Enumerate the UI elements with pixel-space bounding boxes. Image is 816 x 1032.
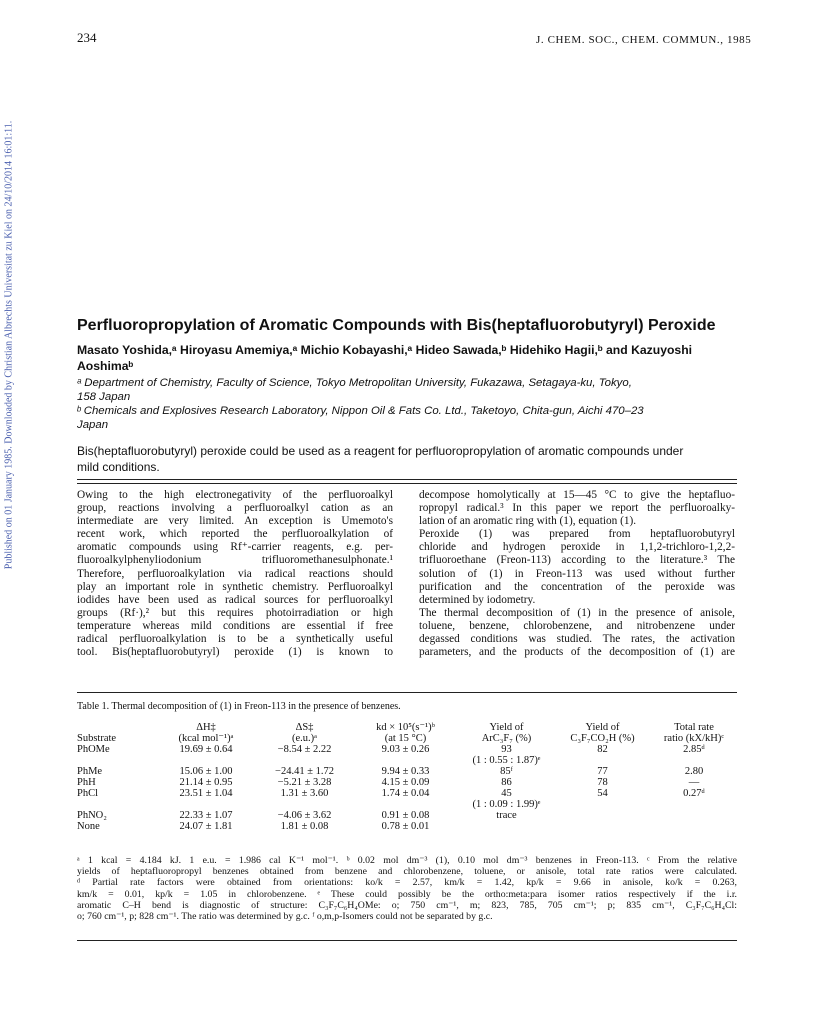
table-cell: Total rate (674, 722, 714, 733)
body-line: lation of an aromatic ring with (1), equation (1). (419, 515, 637, 528)
table-cell: kd × 10⁵(s⁻¹)ᵇ (376, 722, 435, 733)
table-cell: ratio (kX/kH)ᶜ (663, 733, 725, 744)
affiliation-b (77, 404, 737, 432)
table-caption: Table 1. Thermal decomposition of (1) in Freon-113 in the presence of benzenes. (77, 701, 401, 712)
affiliation-line: ᵃ Department of Chemistry, Faculty of Science, Tokyo Metropolitan University, Fukazawa, Setagaya-ku, Tokyo, (77, 377, 632, 389)
table-cell: Substrate (77, 733, 117, 744)
table-cell (155, 799, 257, 810)
table-row (77, 777, 737, 788)
table-cell (459, 821, 554, 832)
body-line: purification and the concentration of the peroxide was (419, 580, 735, 593)
body-column-right (419, 489, 735, 659)
page-bottom-rule (77, 940, 737, 941)
table-row (77, 821, 737, 832)
table-cell (77, 755, 155, 766)
table-cell: 1.81 ± 0.08 (280, 821, 329, 832)
table-cell: −8.54 ± 2.22 (277, 744, 332, 755)
body-line: degassed conditions was studied. The rates, the activation (419, 633, 735, 646)
table-top-rule (77, 692, 737, 693)
table-cell: C₃F₇CO₂H (%) (570, 733, 635, 744)
table-cell: 9.03 ± 0.26 (381, 744, 430, 755)
body-line: decompose homolytically at 15—45 °C to give the heptafluo- (419, 489, 735, 501)
table-cell: — (688, 777, 700, 788)
table-cell: 45 (501, 788, 512, 799)
table-cell: Yield of (489, 722, 524, 733)
table-cell (651, 821, 737, 832)
table-cell: 4.15 ± 0.09 (381, 777, 430, 788)
table-cell: 82 (597, 744, 608, 755)
table-row (77, 788, 737, 799)
body-line: group, reactions involving a perfluoroalkyl cation as an (77, 502, 393, 515)
table-cell (352, 755, 459, 766)
table-cell (352, 799, 459, 810)
table-cell: (e.u.)ᵃ (291, 733, 318, 744)
author-list (77, 343, 737, 374)
table-cell: 23.51 ± 1.04 (179, 788, 233, 799)
data-table (77, 722, 737, 832)
table-cell (651, 810, 737, 821)
table-cell: 93 (501, 744, 512, 755)
footnote-line: yields of heptafluoropropyl benzenes obtained from benzene and chlorobenzene, toluene, or anisole, total rate ratios were calculated. (77, 866, 737, 878)
table-body (77, 722, 737, 832)
table-cell: PhH (77, 777, 96, 788)
footnote-line: ᵈ Partial rate factors were obtained from orientations: ko/k = 2.57, km/k = 1.42, kp/k = 9.66 in anisole, ko/k = 0.263, (77, 877, 737, 889)
table-cell: 21.14 ± 0.95 (179, 777, 233, 788)
table-cell: −24.41 ± 1.72 (275, 766, 334, 777)
body-line: determined by iodometry. (419, 593, 536, 606)
table-cell: 85ᶠ (500, 766, 513, 777)
affiliation-line: 158 Japan (77, 391, 131, 403)
body-line: aromatic compounds using Rf⁺-carrier reagents, e.g. per- (77, 541, 393, 554)
table-cell: PhMe (77, 766, 103, 777)
table-cell: 54 (597, 788, 608, 799)
body-line: radical perfluoroalkylation is to be a synthetically useful (77, 633, 393, 646)
table-cell: 9.94 ± 0.33 (381, 766, 430, 777)
body-line: toluene, benzene, chlorobenzene, and nitrobenzene under (419, 619, 735, 632)
download-notice-text: Published on 01 January 1985. Downloaded by Christian Albrechts Universitat zu Kiel on 24/10/2014 16:01:11. (3, 120, 15, 570)
page-number: 234 (77, 30, 97, 45)
body-column-left (77, 489, 393, 659)
table-cell: (kcal mol⁻¹)ᵃ (178, 733, 234, 744)
body-line: intermediate are very limited. An exception is Umemoto's (77, 515, 393, 528)
table-cell (554, 755, 651, 766)
body-line: groups (Rf·),² but this requires photoirradiation or high (77, 606, 393, 619)
table-header-row (77, 733, 737, 744)
table-cell (155, 755, 257, 766)
table-row (77, 755, 737, 766)
download-notice-sidebar (2, 40, 16, 650)
table-cell: 2.80 (684, 766, 704, 777)
footnote-line: o; 760 cm⁻¹, p; 828 cm⁻¹. The ratio was determined by g.c. ᶠ o,m,p-Isomers could not be separated by g.c. (77, 910, 493, 922)
body-line: tool. Bis(heptafluorobutyryl) peroxide (1) is known to (77, 646, 393, 659)
footnote-line: ᵃ 1 kcal = 4.184 kJ. 1 e.u. = 1.986 cal K⁻¹ mol⁻¹. ᵇ 0.02 mol dm⁻³ (1), 0.10 mol dm⁻³ benzenes in Freon-113. ᶜ From the relative (77, 855, 737, 866)
footnote-line: aromatic C–H bend is diagnostic of structure: C₃F₇C₆H₄OMe: o; 750 cm⁻¹, m; 823, 785, 705 cm⁻¹; p; 835 cm⁻¹, C₃F₇C₆H₄Cl: (77, 899, 737, 911)
table-cell: −5.21 ± 3.28 (277, 777, 332, 788)
table-cell (651, 799, 737, 810)
body-line: temperature whereas mild conditions are essential if free (77, 619, 393, 632)
table-cell: (1 : 0.55 : 1.87)ᵉ (472, 755, 541, 766)
table-cell: (1 : 0.09 : 1.99)ᵉ (472, 799, 541, 810)
table-row (77, 799, 737, 810)
table-cell (257, 799, 352, 810)
table-cell: 19.69 ± 0.64 (179, 744, 233, 755)
table-cell: PhNO₂ (77, 810, 107, 821)
body-line: parameters, and the products of the decomposition of (1) are (419, 646, 735, 659)
table-cell (554, 821, 651, 832)
abstract-line: mild conditions. (77, 459, 160, 474)
body-line: ropropyl radical.³ In this paper we report the perfluoroalky- (419, 502, 735, 515)
table-cell: ΔS‡ (295, 722, 314, 733)
table-cell: 77 (597, 766, 608, 777)
body-line: fluoroalkylphenyliodonium trifluoromethanesulphonate.¹ (77, 554, 393, 567)
article-title: Perfluoropropylation of Aromatic Compounds with Bis(heptafluorobutyryl) Peroxide (77, 317, 716, 334)
table-cell (257, 755, 352, 766)
table-footnotes (77, 855, 737, 922)
body-line: solution of (1) in Freon-113 was used without further (419, 567, 735, 580)
body-line: play an important role in synthetic chemistry. Perfluoroalkyl (77, 580, 393, 593)
table-cell: 24.07 ± 1.81 (179, 821, 233, 832)
table-cell: ΔH‡ (196, 722, 216, 733)
table-cell: 86 (501, 777, 512, 788)
body-line: recent work, which reported the perfluoroalkylation of (77, 528, 393, 541)
table-cell: 2.85ᵈ (683, 744, 705, 755)
footnote-line: km/k = 0.01, kp/k = 1.05 in chlorobenzene. ᵉ These could possibly be the ortho:meta:para isomer ratios respectively if the i.r. (77, 888, 737, 900)
body-line: Therefore, perfluoroalkylation via radical reactions should (77, 567, 393, 580)
table-cell: Yield of (585, 722, 620, 733)
table-cell (554, 799, 651, 810)
table-cell: None (77, 821, 100, 832)
body-line: Peroxide (1) was prepared from heptafluorobutyryl (419, 528, 735, 541)
body-line: trifluoroethane (Freon-113) according to the literature.³ The (419, 554, 735, 567)
affiliation-line: Japan (77, 419, 109, 431)
table-cell: 0.91 ± 0.08 (381, 810, 430, 821)
table-cell: 1.74 ± 0.04 (381, 788, 430, 799)
table-cell: ArC₃F₇ (%) (481, 733, 532, 744)
body-line: chloride and hydrogen peroxide in 1,1,2-trichloro-1,2,2- (419, 541, 735, 554)
table-cell: PhCl (77, 788, 99, 799)
abstract-line: Bis(heptafluorobutyryl) peroxide could be used as a reagent for perfluoropropylation of aromatic compounds under (77, 444, 684, 458)
table-cell (77, 799, 155, 810)
table-cell: (at 15 °C) (384, 733, 427, 744)
table-cell: PhOMe (77, 744, 110, 755)
abstract (77, 444, 737, 475)
table-cell (554, 810, 651, 821)
author-line: Masato Yoshida,ᵃ Hiroyasu Amemiya,ᵃ Michio Kobayashi,ᵃ Hideo Sawada,ᵇ Hidehiko Hagii,ᵇ and Kazuyoshi (77, 343, 693, 357)
body-line: Owing to the high electronegativity of the perfluoroalkyl (77, 489, 393, 501)
table-cell (77, 722, 155, 733)
abstract-rule (77, 479, 737, 484)
affiliation-a (77, 376, 737, 404)
table-row (77, 810, 737, 821)
table-row (77, 744, 737, 755)
body-line: iodides have been used as radical sources for perfluoroalkyl (77, 593, 393, 606)
table-cell: 15.06 ± 1.00 (179, 766, 233, 777)
table-cell (651, 755, 737, 766)
table-header-row (77, 722, 737, 733)
affiliation-line: ᵇ Chemicals and Explosives Research Laboratory, Nippon Oil & Fats Co. Ltd., Taketoyo, Chita-gun, Aichi 470–23 (77, 405, 644, 417)
body-line: The thermal decomposition of (1) in the presence of anisole, (419, 606, 735, 619)
journal-header: J. CHEM. SOC., CHEM. COMMUN., 1985 (536, 34, 752, 46)
table-cell: 0.27ᵈ (683, 788, 705, 799)
table-cell: 78 (597, 777, 608, 788)
table-cell: 22.33 ± 1.07 (179, 810, 233, 821)
table-cell: trace (496, 810, 517, 821)
table-cell: 1.31 ± 3.60 (280, 788, 329, 799)
table-row (77, 766, 737, 777)
table-cell: −4.06 ± 3.62 (277, 810, 332, 821)
author-line: Aoshimaᵇ (77, 358, 134, 373)
table-cell: 0.78 ± 0.01 (381, 821, 430, 832)
